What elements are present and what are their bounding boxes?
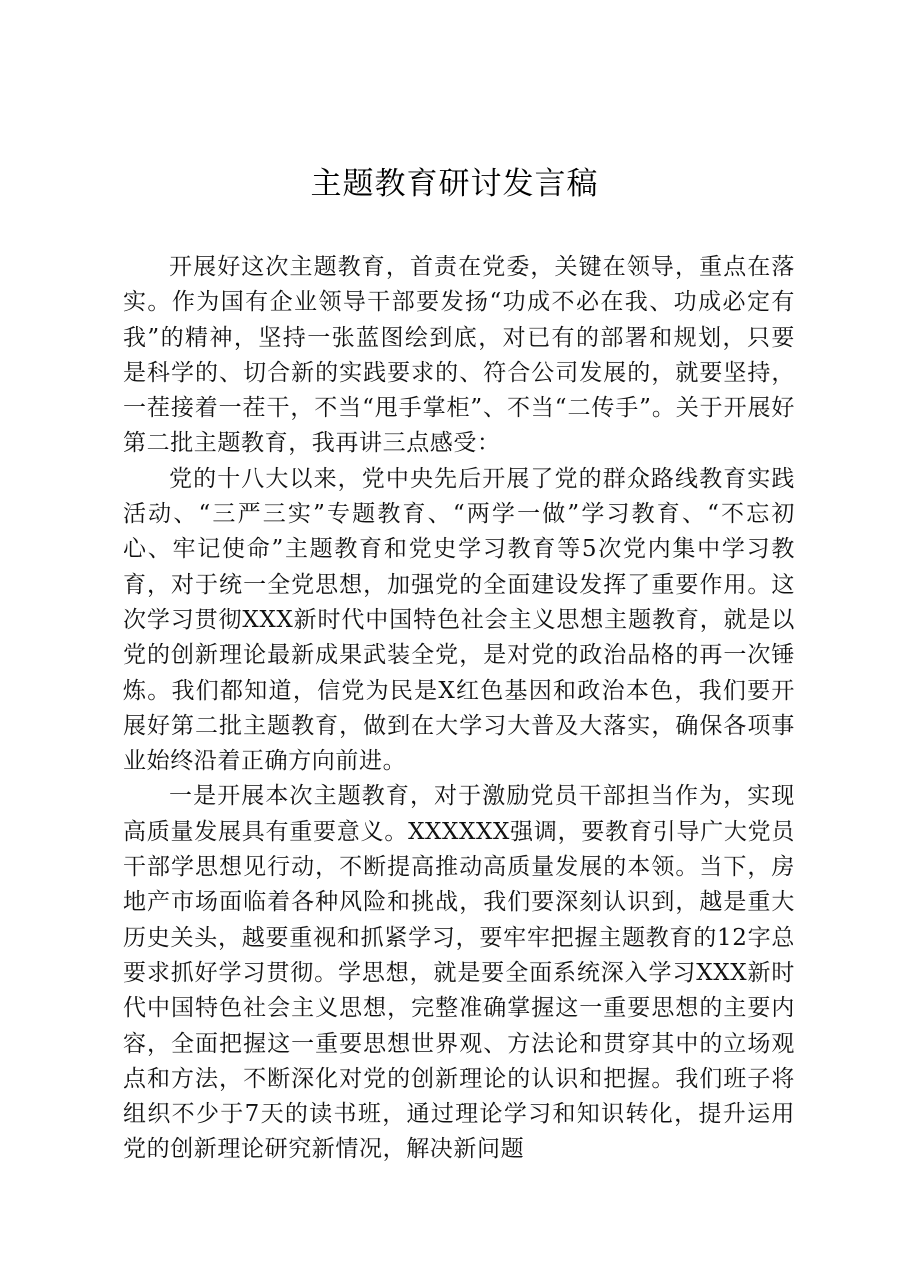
paragraph-background: 党的十八大以来，党中央先后开展了党的群众路线教育实践活动、“三严三实”专题教育、“两学一做”学习教育、“不忘初心、牢记使命”主题教育和党史学习教育等5次党内集中学习教育，对于统一全党思想，加强党的全面建设发挥了重要作用。这次学习贯彻XXX新时代中国特色社会主义思想主题教育，就是以党的创新理论最新成果武装全党，是对党的政治品格的再一次锤炼。我们都知道，信党为民是X红色基因和政治本色，我们要开展好第二批主题教育，做到在大学习大普及大落实，确保各项事业始终沿着正确方向前进。 [123,465,795,775]
paragraph-intro: 开展好这次主题教育，首责在党委，关键在领导，重点在落实。作为国有企业领导干部要发扬“功成不必在我、功成必定有我”的精神，坚持一张蓝图绘到底，对已有的部署和规划，只要是科学的、切合新的实践要求的、符合公司发展的，就要坚持，一茬接着一茬干，不当“甩手掌柜”、不当“二传手”。关于开展好第二批主题教育，我再讲三点感受： [123,254,795,457]
document-title: 主题教育研讨发言稿 [310,166,599,202]
paragraph-point-one: 一是开展本次主题教育，对于激励党员干部担当作为，实现高质量发展具有重要意义。XXXXXX强调，要教育引导广大党员干部学思想见行动，不断提高推动高质量发展的本领。当下，房地产市场面临着各种风险和挑战，我们要深刻认识到，越是重大历史关头，越要重视和抓紧学习，要牢牢把握主题教育的12字总要求抓好学习贯彻。学思想，就是要全面系统深入学习XXX新时代中国特色社会主义思想，完整准确掌握这一重要思想的主要内容，全面把握这一重要思想世界观、方法论和贯穿其中的立场观点和方法，不断深化对党的创新理论的认识和把握。我们班子将组织不少于7天的读书班，通过理论学习和知识转化，提升运用党的创新理论研究新情况，解决新问题 [123,783,795,1163]
document-body [123,250,795,1168]
